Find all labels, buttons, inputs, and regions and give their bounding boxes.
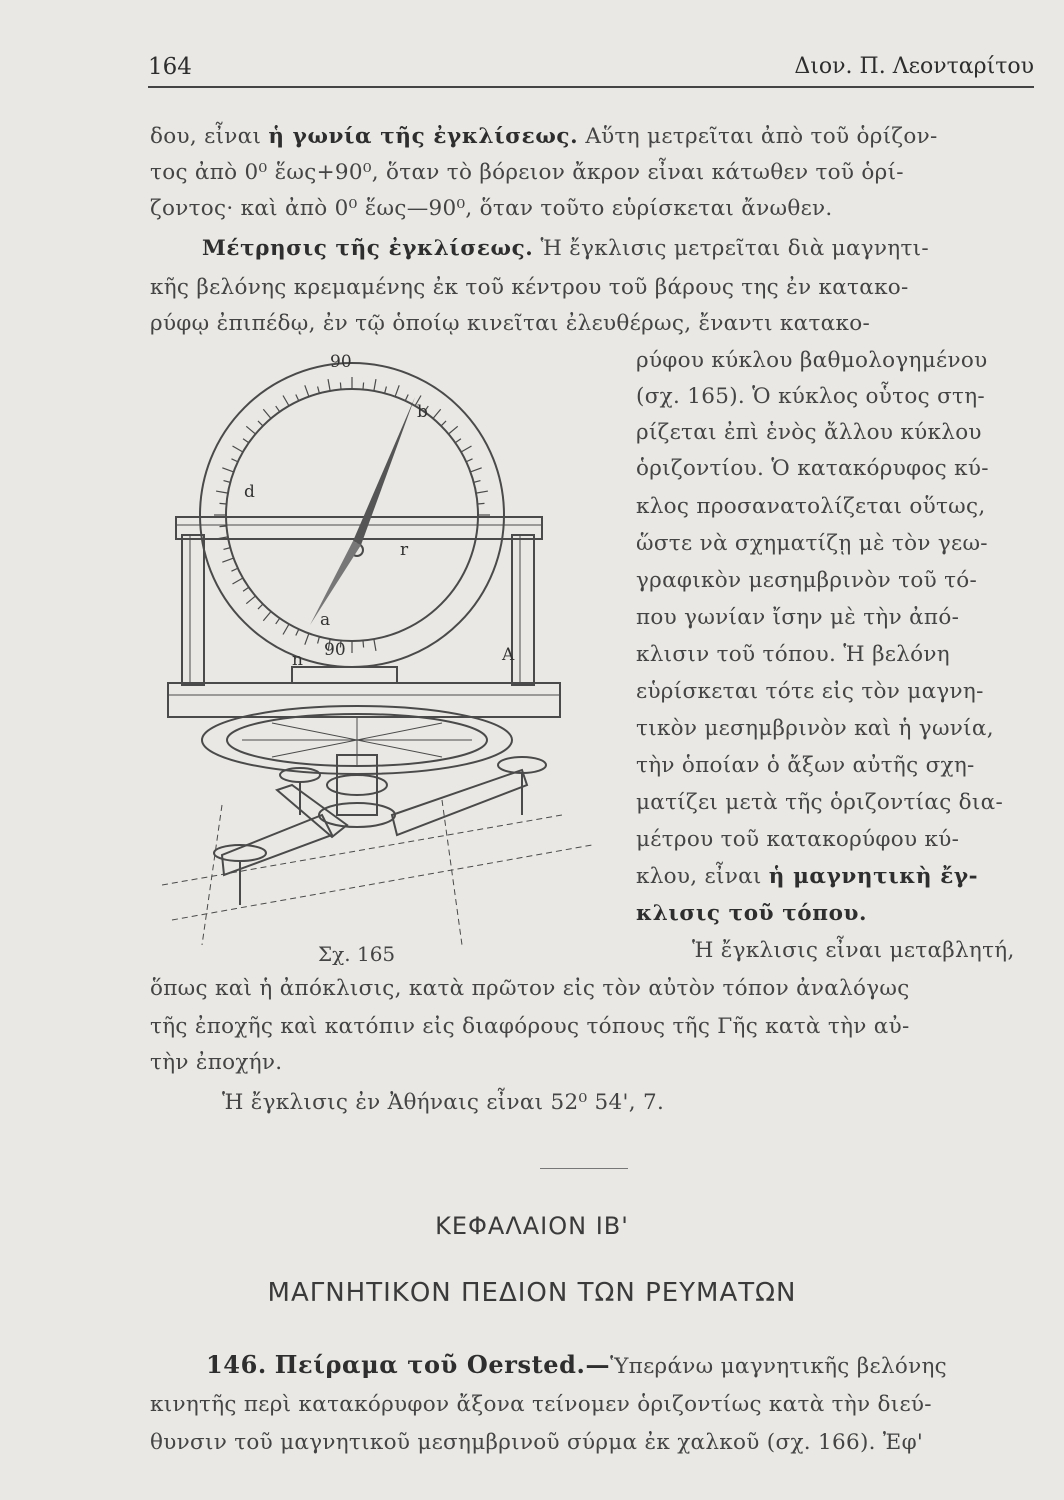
body-line-5: κῆς βελόνης κρεμαμένης ἐκ τοῦ κέντρου τοῦ βάρους της ἐν κατακο- — [150, 275, 909, 300]
column-line-17: Ἡ ἔγκλισις εἶναι μεταβλητή, — [692, 938, 1015, 963]
scale-tick — [461, 446, 471, 452]
scale-tick — [222, 468, 233, 472]
scale-tick — [232, 578, 242, 584]
definition-term: κλισις τοῦ τόπου. — [636, 901, 868, 926]
scale-tick — [232, 446, 242, 452]
scale-tick — [478, 503, 485, 504]
scale-tick — [374, 379, 376, 391]
scale-tick — [470, 468, 481, 472]
column-line-6: ὥστε νὰ σχηματίζῃ μὲ τὸν γεω- — [636, 531, 988, 556]
scale-tick — [216, 491, 228, 493]
column-line-1: ρύφου κύκλου βαθμολογημένου — [636, 348, 988, 373]
scale-tick — [455, 439, 461, 443]
column-line-5: κλος προσανατολίζεται οὕτως, — [636, 494, 986, 519]
scale-tick — [263, 612, 271, 621]
body-line-4 — [202, 236, 929, 261]
chapter-number: ΚΕΦΑΛΑΙΟΝ ΙΒ' — [435, 1212, 629, 1240]
column-line-2: (σχ. 165). Ὁ κύκλος οὗτος στη- — [636, 384, 985, 409]
column-line-7: γραφικὸν μεσημβρινὸν τοῦ τό- — [636, 568, 978, 593]
body-line-2: τος ἀπὸ 0⁰ ἕως+90⁰, ὅταν τὸ βόρειον ἄκρον εἶναι κάτωθεν τοῦ ὁρί- — [150, 160, 904, 185]
page-header — [148, 50, 1034, 90]
label-d: d — [244, 482, 255, 502]
text-span: Ἡ ἔγκλισις μετρεῖται διὰ μαγνητι- — [533, 236, 929, 261]
text-span: Αὕτη μετρεῖται ἀπὸ τοῦ ὁρίζον- — [578, 124, 938, 149]
inclination-compass-illustration — [162, 345, 627, 945]
column-line-12: τὴν ὁποίαν ὁ ἄξων αὐτῆς σχη- — [636, 753, 975, 778]
scale-tick — [296, 629, 299, 635]
scale-tick — [363, 641, 364, 648]
scale-tick — [258, 421, 263, 426]
scale-tick — [231, 459, 237, 462]
column-line-13: ματίζει μετὰ τῆς ὁριζοντίας δια- — [636, 790, 1004, 815]
figure-caption: Σχ. 165 — [318, 942, 396, 966]
scale-tick — [474, 481, 481, 483]
page-number: 164 — [148, 54, 192, 80]
scale-tick — [405, 394, 408, 400]
running-head: Διον. Π. Λεονταρίτου — [794, 54, 1034, 79]
section-title-name: Oersted.— — [466, 1350, 611, 1379]
scale-tick — [433, 409, 441, 418]
scale-tick — [466, 459, 472, 462]
scale-tick — [374, 639, 376, 651]
column-line-3: ρίζεται ἐπὶ ἑνὸς ἄλλου κύκλου — [636, 420, 982, 445]
scale-tick — [283, 624, 289, 634]
body-line-3: ζοντος· καὶ ἀπὸ 0⁰ ἕως—90⁰, ὅταν τοῦτο εὑρίσκεται ἄνωθεν. — [150, 196, 833, 221]
chapter-title: ΜΑΓΝΗΤΙΚΟΝ ΠΕΔΙΟΝ ΤΩΝ ΡΕΥΜΑΤΩΝ — [267, 1278, 797, 1308]
scale-tick — [328, 379, 330, 391]
scale-tick — [449, 426, 458, 434]
section-number: 146. — [206, 1350, 267, 1379]
body-line-7: ὅπως καὶ ἡ ἀπόκλισις, κατὰ πρῶτον εἰς τὸν αὐτὸν τόπον ἀναλόγως — [150, 976, 910, 1001]
scale-tick — [263, 409, 271, 418]
body-line-6: ρύφῳ ἐπιπέδῳ, ἐν τῷ ὁποίῳ κινεῖται ἐλευθέρως, ἔναντι κατακο- — [150, 311, 871, 336]
chapter-rule — [540, 1168, 628, 1169]
scale-tick — [258, 604, 263, 609]
section-title: Πείραμα τοῦ — [274, 1350, 467, 1379]
column-line-8: που γωνίαν ἴσην μὲ τὴν ἀπό- — [636, 605, 960, 630]
label-n: n — [292, 650, 303, 670]
body-line-8: τῆς ἐποχῆς καὶ κατόπιν εἰς διαφόρους τόπους τῆς Γῆς κατὰ τὴν αὐ- — [150, 1014, 910, 1039]
scale-tick — [231, 568, 237, 571]
body-line-10: Ἡ ἔγκλισις ἐν Ἀθήναις εἶναι 52⁰ 54', 7. — [222, 1090, 665, 1115]
label-a: a — [320, 610, 331, 630]
column-line-11: τικὸν μεσημβρινὸν καὶ ἡ γωνία, — [636, 716, 994, 741]
column-line-14: μέτρου τοῦ κατακορύφου κύ- — [636, 827, 960, 852]
section-146-line-2: κινητῆς περὶ κατακόρυφον ἄξονα τείνομεν ὁριζοντίως κατὰ τὴν διεύ- — [150, 1392, 932, 1417]
column-line-16 — [636, 901, 867, 926]
section-146-line-3: θυνσιν τοῦ μαγνητικοῦ μεσημβρινοῦ σύρμα ἐκ χαλκοῦ (σχ. 166). Ἐφ' — [150, 1430, 924, 1455]
column-line-10: εὑρίσκεται τότε εἰς τὸν μαγνη- — [636, 679, 984, 704]
section-146-heading-line — [206, 1350, 947, 1379]
scale-tick — [296, 394, 299, 400]
body-line-1 — [150, 124, 938, 149]
scale-tick — [318, 387, 320, 394]
text-span: δου, εἶναι — [150, 124, 269, 149]
scale-tick — [318, 637, 320, 644]
scale-tick — [441, 421, 446, 426]
scale-tick — [224, 481, 231, 483]
label-b: b — [417, 402, 428, 422]
figure-inclination-compass — [162, 345, 627, 945]
scale-tick — [220, 503, 227, 504]
column-line-9: κλισιν τοῦ τόπου. Ἡ βελόνη — [636, 642, 950, 667]
text-span: κλου, εἶναι — [636, 864, 769, 889]
label-r: r — [400, 540, 409, 560]
scale-tick — [340, 383, 341, 390]
definition-term: ἡ γωνία τῆς ἐγκλίσεως. — [268, 124, 579, 149]
scale-tick — [243, 587, 249, 591]
header-rule — [148, 86, 1034, 88]
column-line-15 — [636, 864, 978, 889]
scale-tick — [283, 395, 289, 405]
text-span: Ὑπεράνω μαγνητικῆς βελόνης — [610, 1354, 947, 1379]
label-90-top: 90 — [330, 352, 352, 372]
scale-tick — [276, 406, 280, 412]
scale-tick — [305, 633, 309, 644]
scale-tick — [385, 387, 387, 394]
scale-tick — [246, 426, 255, 434]
label-90-bottom: 90 — [324, 640, 346, 660]
scale-tick — [363, 383, 364, 390]
definition-term: ἡ μαγνητικὴ ἔγ- — [768, 864, 979, 889]
label-A: A — [502, 645, 515, 665]
scale-tick — [243, 439, 249, 443]
scale-tick — [395, 385, 399, 396]
scale-tick — [224, 548, 231, 550]
scale-tick — [476, 491, 488, 493]
scale-tick — [246, 596, 255, 604]
column-line-4: ὁριζοντίου. Ὁ κατακόρυφος κύ- — [636, 456, 989, 481]
paragraph-heading: Μέτρησις τῆς ἐγκλίσεως. — [202, 236, 534, 261]
scale-tick — [305, 385, 309, 396]
scale-tick — [222, 558, 233, 562]
scale-tick — [276, 618, 280, 624]
body-line-9: τὴν ἐποχήν. — [150, 1050, 283, 1075]
scale-tick — [220, 526, 227, 527]
